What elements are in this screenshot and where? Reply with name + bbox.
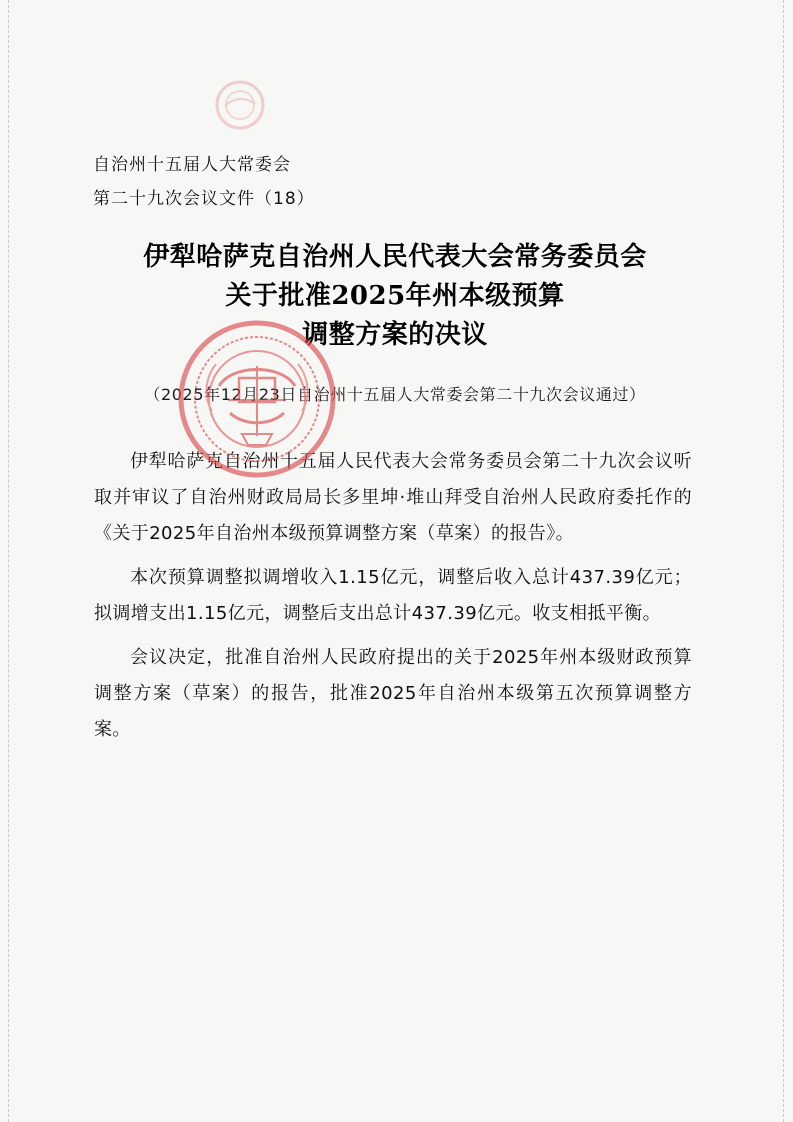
meta-line-committee: 自治州十五届人大常委会 [93, 155, 291, 175]
title-line-2: 关于批准2025年州本级预算 [225, 281, 565, 311]
body-paragraph-3: 会议决定，批准自治州人民政府提出的关于2025年州本级财政预算调整方案（草案）的报告，批准2025年自治州本级第五次预算调整方案。 [94, 647, 692, 740]
right-edge-line [783, 0, 784, 1122]
body-paragraph-1: 伊犁哈萨克自治州十五届人民代表大会常务委员会第二十九次会议听取并审议了自治州财政局局长多里坤·堆山拜受自治州人民政府委托作的《关于2025年自治州本级预算调整方案（草案）的报告》。 [94, 451, 692, 544]
left-edge-line [8, 0, 9, 1122]
faded-stamp-icon [205, 70, 275, 140]
document-body [94, 444, 692, 756]
title-line-3: 调整方案的决议 [302, 320, 488, 350]
meta-line-file-number: 第二十九次会议文件（18） [93, 189, 315, 209]
document-title [70, 238, 720, 355]
passed-note: （2025年12月23日自治州十五届人大常委会第二十九次会议通过） [144, 385, 646, 404]
title-line-1: 伊犁哈萨克自治州人民代表大会常务委员会 [143, 242, 647, 272]
body-paragraph-2: 本次预算调整拟调增收入1.15亿元，调整后收入总计437.39亿元；拟调增支出1.15亿元，调整后支出总计437.39亿元。收支相抵平衡。 [94, 567, 692, 624]
document-meta [93, 148, 315, 216]
